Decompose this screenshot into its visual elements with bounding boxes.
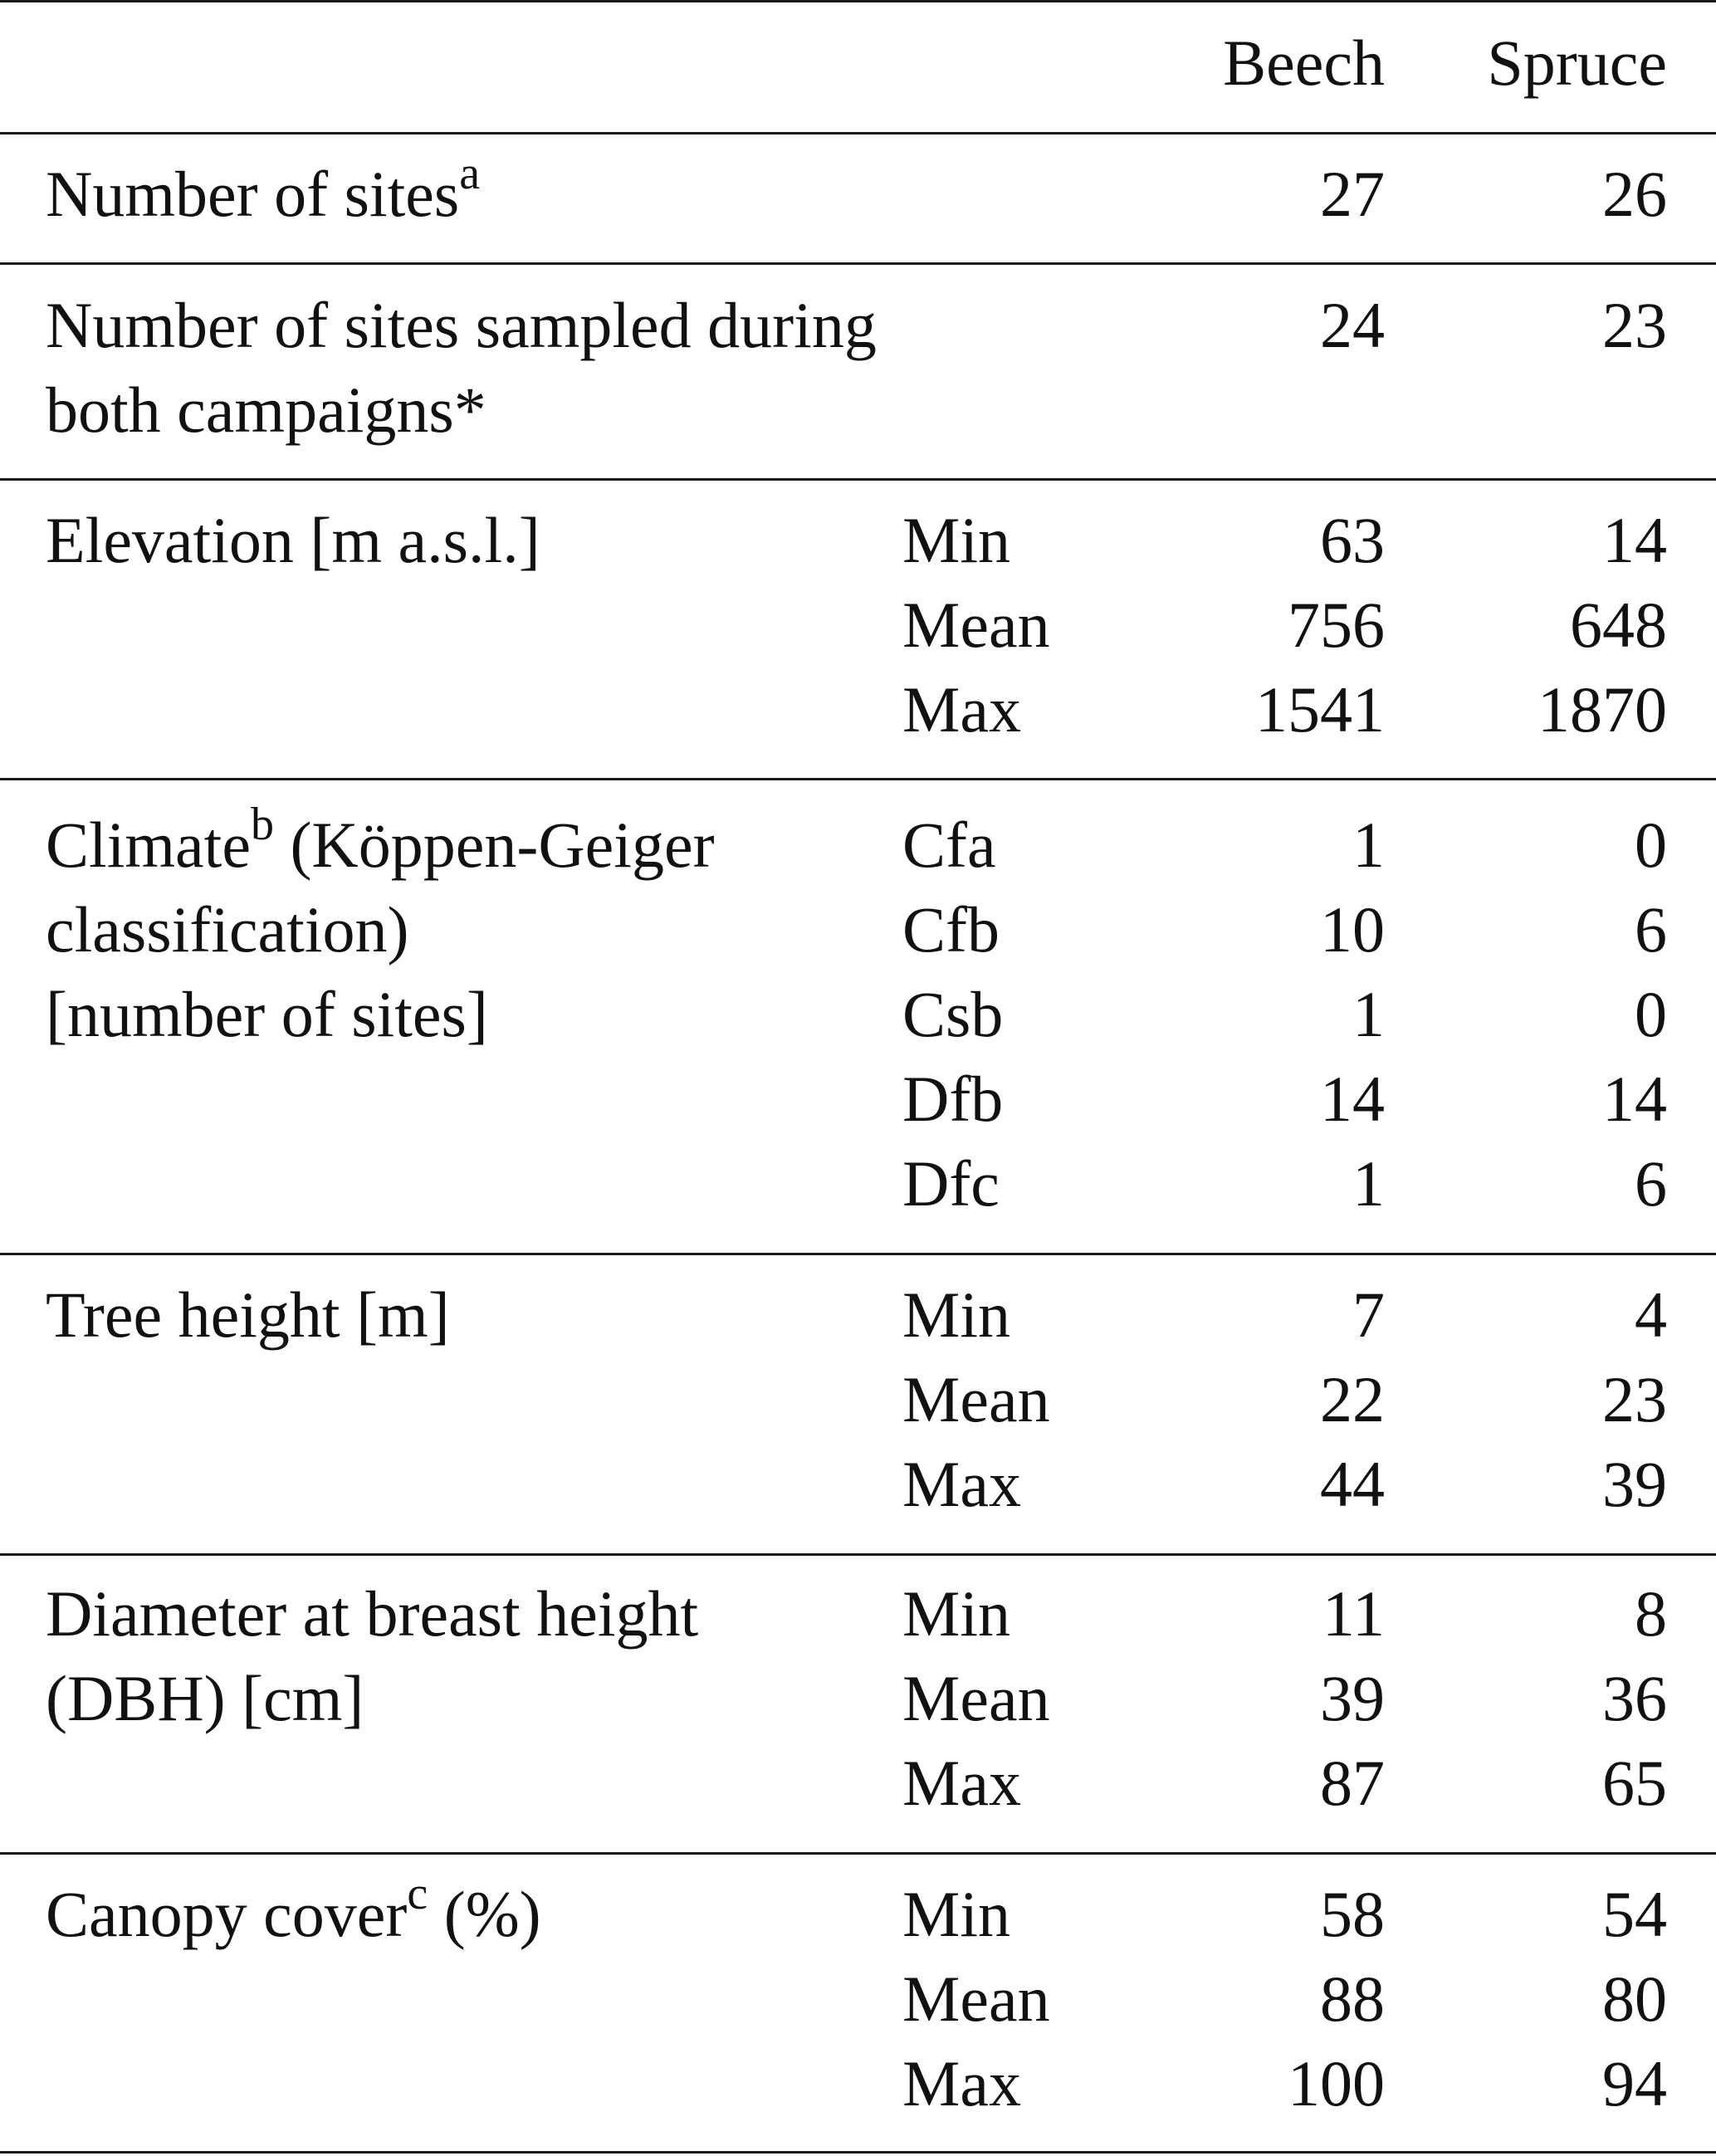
cell-climate-cfb-spruce: 6 bbox=[1635, 893, 1667, 966]
cell-climate-dfc-spruce: 6 bbox=[1635, 1147, 1667, 1220]
stat-label: Mean bbox=[902, 589, 1050, 661]
row-label-elevation: Elevation [m a.s.l.] bbox=[46, 504, 540, 576]
row-label-number-of-sites: Number of sites$^a$ bbox=[46, 148, 481, 230]
stat-label: Max bbox=[902, 1448, 1021, 1520]
cell-sites-beech: 27 bbox=[1320, 158, 1385, 230]
cell-height-mean-beech: 22 bbox=[1320, 1363, 1385, 1435]
stat-label: Cfa bbox=[902, 809, 996, 881]
row-label-climate-line2: classification) bbox=[46, 893, 409, 966]
cell-elevation-max-beech: 1541 bbox=[1255, 673, 1385, 746]
stat-label: Mean bbox=[902, 1363, 1050, 1435]
stat-label: Max bbox=[902, 673, 1021, 746]
stat-label: Min bbox=[902, 504, 1011, 576]
cell-dbh-min-spruce: 8 bbox=[1635, 1577, 1667, 1650]
cell-dbh-mean-beech: 39 bbox=[1320, 1662, 1385, 1734]
stat-label: Max bbox=[902, 2047, 1021, 2119]
cell-canopy-mean-spruce: 80 bbox=[1602, 1963, 1667, 2035]
footnote-marker-a: a bbox=[459, 148, 481, 199]
cell-canopy-min-spruce: 54 bbox=[1602, 1878, 1667, 1950]
table-top-rule bbox=[0, 0, 1716, 2]
stat-label: Dfc bbox=[902, 1147, 1000, 1220]
cell-climate-dfc-beech: 1 bbox=[1352, 1147, 1385, 1220]
row-label-climate-line3: [number of sites] bbox=[46, 978, 488, 1050]
row-label-canopy-cover: Canopy cover$^c$ (%) bbox=[46, 1868, 541, 1950]
stat-label: Csb bbox=[902, 978, 1004, 1050]
footnote-marker-c: c bbox=[407, 1868, 428, 1919]
row-label-both-campaigns-line2: both campaigns* bbox=[46, 374, 486, 446]
row-label-dbh-line1: Diameter at breast height bbox=[46, 1577, 699, 1650]
cell-height-min-beech: 7 bbox=[1352, 1278, 1385, 1351]
row-rule bbox=[0, 262, 1716, 265]
row-rule bbox=[0, 1553, 1716, 1556]
row-label-tree-height: Tree height [m] bbox=[46, 1278, 450, 1351]
cell-both-beech: 24 bbox=[1320, 289, 1385, 361]
stat-label: Min bbox=[902, 1878, 1011, 1950]
header-beech: Beech bbox=[1223, 27, 1385, 99]
cell-height-max-beech: 44 bbox=[1320, 1448, 1385, 1520]
row-label-dbh-line2: (DBH) [cm] bbox=[46, 1662, 364, 1734]
header-spruce: Spruce bbox=[1487, 27, 1667, 99]
cell-canopy-mean-beech: 88 bbox=[1320, 1963, 1385, 2035]
table-bottom-rule bbox=[0, 2151, 1716, 2154]
cell-elevation-max-spruce: 1870 bbox=[1538, 673, 1667, 746]
cell-height-mean-spruce: 23 bbox=[1602, 1363, 1667, 1435]
header-rule bbox=[0, 132, 1716, 134]
cell-climate-dfb-spruce: 14 bbox=[1602, 1063, 1667, 1135]
stat-label: Min bbox=[902, 1278, 1011, 1351]
stat-label: Mean bbox=[902, 1662, 1050, 1734]
row-label-both-campaigns-line1: Number of sites sampled during bbox=[46, 289, 877, 361]
cell-dbh-mean-spruce: 36 bbox=[1602, 1662, 1667, 1734]
row-rule bbox=[0, 778, 1716, 780]
row-rule bbox=[0, 1253, 1716, 1255]
row-label-climate-line1: Climate$^b$ (Köppen-Geiger bbox=[46, 799, 715, 881]
cell-height-min-spruce: 4 bbox=[1635, 1278, 1667, 1351]
cell-elevation-mean-beech: 756 bbox=[1288, 589, 1385, 661]
cell-climate-csb-spruce: 0 bbox=[1635, 978, 1667, 1050]
stat-label: Cfb bbox=[902, 893, 1000, 966]
stat-label: Mean bbox=[902, 1963, 1050, 2035]
cell-climate-cfa-spruce: 0 bbox=[1635, 809, 1667, 881]
row-rule bbox=[0, 478, 1716, 481]
cell-dbh-min-beech: 11 bbox=[1322, 1577, 1385, 1650]
stat-label: Max bbox=[902, 1747, 1021, 1819]
cell-elevation-min-beech: 63 bbox=[1320, 504, 1385, 576]
cell-canopy-min-beech: 58 bbox=[1320, 1878, 1385, 1950]
stat-label: Dfb bbox=[902, 1063, 1004, 1135]
cell-dbh-max-beech: 87 bbox=[1320, 1747, 1385, 1819]
cell-both-spruce: 23 bbox=[1602, 289, 1667, 361]
footnote-marker-b: b bbox=[250, 799, 274, 850]
cell-sites-spruce: 26 bbox=[1602, 158, 1667, 230]
cell-climate-cfb-beech: 10 bbox=[1320, 893, 1385, 966]
row-rule bbox=[0, 1852, 1716, 1855]
stat-label: Min bbox=[902, 1577, 1011, 1650]
cell-elevation-min-spruce: 14 bbox=[1602, 504, 1667, 576]
cell-climate-dfb-beech: 14 bbox=[1320, 1063, 1385, 1135]
cell-canopy-max-beech: 100 bbox=[1288, 2047, 1385, 2119]
cell-climate-cfa-beech: 1 bbox=[1352, 809, 1385, 881]
cell-canopy-max-spruce: 94 bbox=[1602, 2047, 1667, 2119]
cell-elevation-mean-spruce: 648 bbox=[1570, 589, 1667, 661]
cell-height-max-spruce: 39 bbox=[1602, 1448, 1667, 1520]
cell-dbh-max-spruce: 65 bbox=[1602, 1747, 1667, 1819]
cell-climate-csb-beech: 1 bbox=[1352, 978, 1385, 1050]
